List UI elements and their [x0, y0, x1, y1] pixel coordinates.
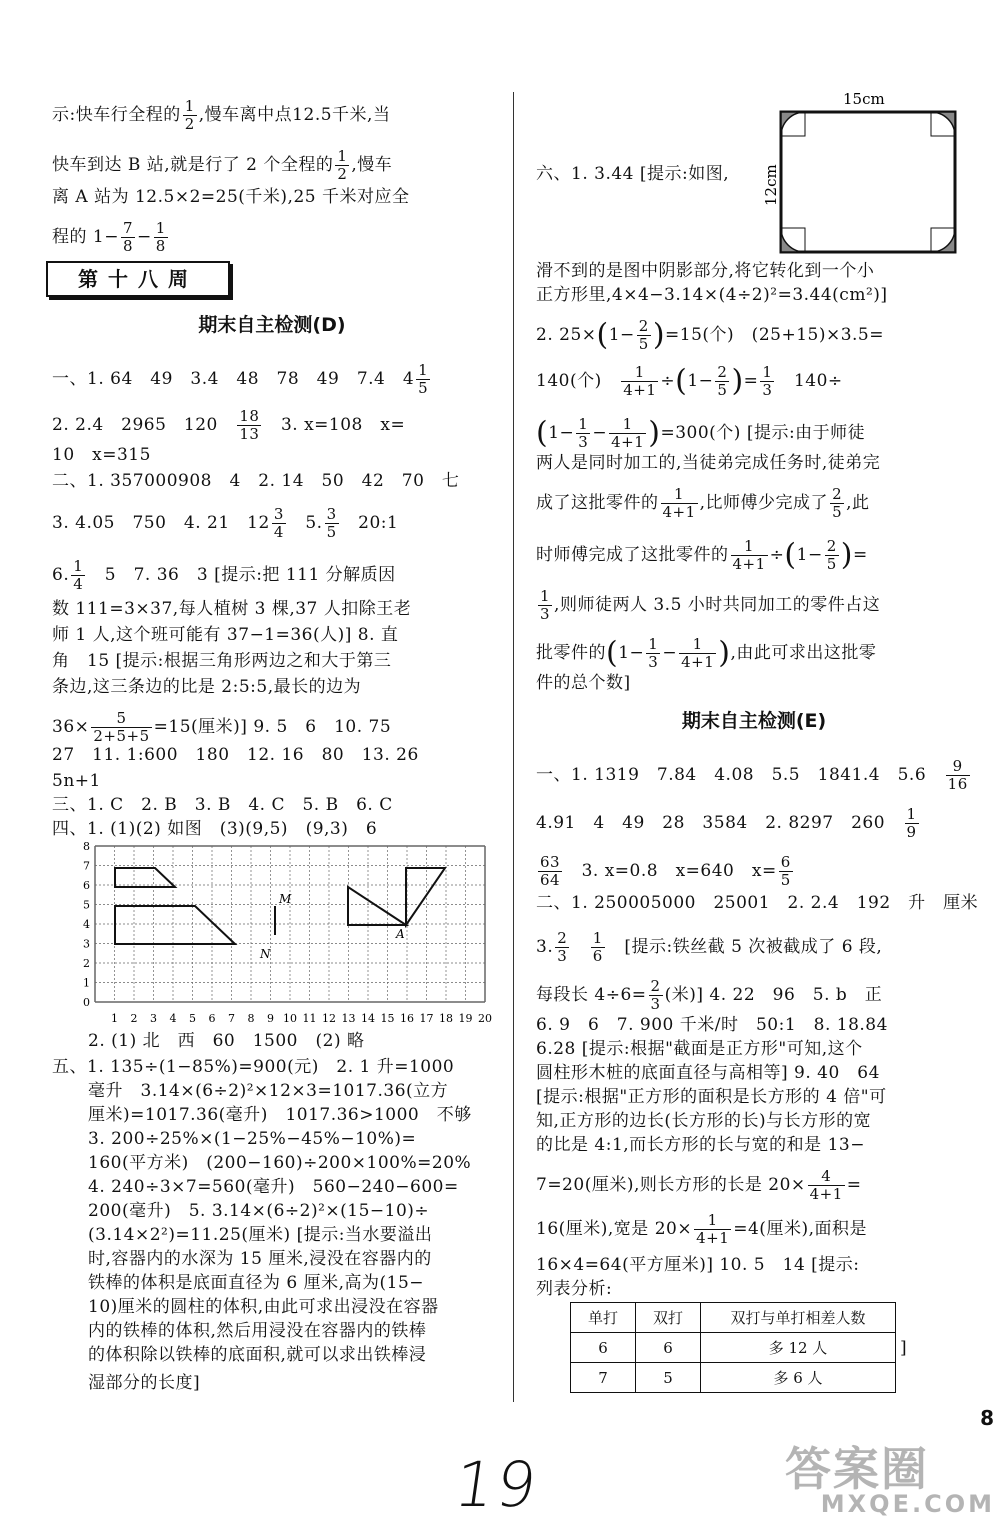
shaded-corners [781, 112, 955, 252]
fraction: $\frac{2}{5}$ [717, 363, 728, 399]
grid-y-label: 5 [83, 898, 90, 912]
grid-y-label: 1 [83, 976, 90, 990]
grid-x-label: 4 [169, 1012, 177, 1025]
grid-x-label: 1 [111, 1012, 118, 1025]
analysis-table [570, 1302, 896, 1393]
line: 36× $\frac{5}{2+5+5}$ =15(厘米)] 9. 5 6 10. 75 [52, 709, 392, 745]
line: 师 1 人,这个班可能有 37−1=36(人)] 8. 直 [52, 625, 399, 645]
grid-y-labels [83, 840, 90, 1009]
handwritten-number: 19 [449, 1448, 544, 1521]
fraction: $\frac{2}{5}$ [832, 485, 843, 521]
trapezoid-large [115, 906, 235, 944]
table-header: 双打与单打相差人数 [701, 1303, 896, 1333]
line: 知,正方形的边长(长方形的长)与长方形的宽 [536, 1111, 872, 1131]
label-a: A [396, 927, 405, 941]
line: 厘米)=1017.36(毫升) 1017.36>1000 不够 [88, 1105, 472, 1125]
line: 铁棒的体积是底面直径为 6 厘米,高为(15− [88, 1273, 425, 1293]
fraction: $\frac{1}{5}$ [418, 361, 429, 397]
grid-x-label: 5 [189, 1012, 196, 1025]
grid-x-label: 20 [478, 1012, 492, 1025]
grid-y-label: 4 [83, 918, 90, 931]
watermark-logo [785, 1442, 995, 1518]
grid-x-label: 7 [228, 1012, 235, 1025]
section-title-e: 期末自主检测(E) [681, 710, 827, 732]
line: 的比是 4:1,而长方形的长与宽的和是 13− [536, 1135, 865, 1155]
fraction: $\frac{1}{4+1}$ [662, 485, 696, 521]
line: 2. 25×(1− $\frac{2}{5}$ )=15(个) (25+15)×3.5= [536, 317, 884, 353]
fraction: $\frac{9}{16}$ [947, 757, 968, 793]
section-title-d: 期末自主检测(D) [198, 314, 346, 336]
grid-y-label: 6 [83, 879, 90, 892]
fraction: $\frac{3}{4}$ [273, 505, 284, 541]
line: 2. (1) 北 西 60 1500 (2) 略 [88, 1031, 365, 1051]
grid-y-label: 0 [83, 996, 90, 1009]
table-header-row [571, 1303, 896, 1333]
line: 时师傅完成了这批零件的 $\frac{1}{4+1}$ ÷(1− $\frac{2}{5}$ )= [536, 537, 868, 573]
line: 四、1. (1)(2) 如图 (3)(9,5) (9,3) 6 [52, 819, 378, 839]
closing-bracket: ] [900, 1338, 907, 1358]
table-row [571, 1363, 896, 1393]
line: $\frac{1}{3}$ ,则师徒两人 3.5 小时共同加工的零件占这 [540, 587, 881, 623]
grid-x-label: 19 [458, 1012, 473, 1025]
fraction: $\frac{18}{13}$ [239, 407, 260, 443]
line: 7=20(厘米),则长方形的长是 20× $\frac{4}{4+1}$ = [536, 1167, 862, 1203]
rectangle-figure [755, 86, 965, 261]
grid-lines [95, 846, 485, 1002]
table-header: 单打 [571, 1303, 636, 1333]
line: 二、1. 250005000 25001 2. 2.4 192 升 厘米 [536, 893, 979, 913]
line: 16(厘米),宽是 20× $\frac{1}{4+1}$ =4(厘米),面积是 [536, 1211, 867, 1247]
week-title-box: 第十八周 [46, 261, 230, 297]
corner-tl [781, 112, 805, 136]
grid-x-label: 10 [283, 1012, 297, 1025]
line: 成了这批零件的 $\frac{1}{4+1}$ ,比师傅少完成了 $\frac{2}{5}$ ,此 [536, 485, 870, 521]
line: 两人是同时加工的,当徒弟完成任务时,徒弟完 [536, 453, 881, 473]
corner-bl [781, 228, 805, 252]
grid-x-label: 16 [400, 1012, 414, 1025]
grid-y-label: 7 [83, 859, 90, 873]
fraction: $\frac{1}{4+1}$ [696, 1211, 730, 1247]
fraction: $\frac{6}{5}$ [780, 853, 791, 889]
line: 一、1. 1319 7.84 4.08 5.5 1841.4 5.6 $\frac{9}{16}$ [536, 757, 968, 793]
line: 10 x=315 [52, 445, 151, 465]
fraction: $\frac{1}{4}$ [73, 557, 84, 593]
line: 5n+1 [52, 771, 101, 791]
watermark-line1: 答案圈 [785, 1442, 929, 1496]
corner-br [931, 228, 955, 252]
line: $\frac{63}{64}$ 3. x=0.8 x=640 x= $\frac{6}{5}$ [540, 853, 791, 889]
line: 一、1. 64 49 3.4 48 78 49 7.4 4 $\frac{1}{5}$ [52, 361, 429, 397]
text: ,慢车离中点12.5千米,当 [198, 105, 391, 125]
fraction: $\frac{1}{8}$ [155, 219, 166, 255]
table-cell: 多 12 人 [701, 1333, 896, 1363]
table-cell: 5 [636, 1363, 701, 1393]
line: 圆柱形木桩的底面直径与高相等] 9. 40 64 [536, 1063, 880, 1083]
fraction: $\frac{7}{8}$ [122, 219, 134, 255]
grid-x-label: 3 [150, 1012, 157, 1025]
grid-x-label: 2 [130, 1012, 138, 1025]
line: 4.91 4 49 28 3584 2. 8297 260 $\frac{1}{9}$ [536, 805, 917, 841]
line: 滑不到的是图中阴影部分,将它转化到一个小 [536, 261, 875, 281]
fraction: $\frac{1}{3}$ [762, 363, 773, 399]
fraction: $\frac{1}{4+1}$ [623, 363, 657, 399]
label-n: N [260, 947, 271, 961]
fraction: $\frac{1}{4+1}$ [611, 415, 645, 451]
line: 湿部分的长度] [88, 1373, 201, 1393]
line: 毫升 3.14×(6÷2)²×12×3=1017.36(立方 [88, 1081, 449, 1101]
fraction: $\frac{3}{5}$ [326, 505, 337, 541]
table-cell: 6 [571, 1333, 636, 1363]
line: 6.28 [提示:根据"截面是正方形"可知,这个 [536, 1039, 863, 1059]
table-row [571, 1333, 896, 1363]
line: 200(毫升) 5. 3.14×(6÷2)²×(15−10)÷ [88, 1201, 430, 1221]
line: 6. 9 6 7. 900 千米/时 50:1 8. 18.84 [536, 1015, 888, 1035]
fraction: $\frac{1}{4+1}$ [681, 635, 715, 671]
line: 角 15 [提示:根据三角形两边之和大于第三 [52, 651, 392, 671]
watermark-line2: MXQE.COM [820, 1490, 995, 1518]
line: 快车到达 B 站,就是行了 2 个全程的 $\frac{1}{2}$ ,慢车 [52, 147, 393, 183]
fraction: $\frac{1}{2}$ [337, 147, 348, 183]
fraction: $\frac{1}{4+1}$ [732, 537, 766, 573]
line: 2. 2.4 2965 120 $\frac{18}{13}$ 3. x=108 x= [52, 407, 406, 443]
grid-y-label: 8 [83, 840, 90, 853]
fraction: $\frac{4}{4+1}$ [809, 1167, 843, 1203]
triangle-left [348, 887, 406, 925]
grid-x-label: 11 [302, 1012, 317, 1025]
grid-x-label: 18 [439, 1012, 453, 1025]
fraction: $\frac{1}{9}$ [906, 805, 917, 841]
line: 10)厘米的圆柱的体积,由此可求出浸没在容器 [88, 1297, 439, 1317]
line: 列表分析: [536, 1279, 613, 1299]
table-cell: 6 [636, 1333, 701, 1363]
triangle-right [406, 868, 445, 925]
line: 3. $\frac{2}{3}$ $\frac{1}{6}$ [提示:铁丝截 5 次被截成了 6 段, [536, 929, 883, 965]
fraction: $\frac{5}{2+5+5}$ [93, 709, 150, 745]
grid-y-label: 3 [83, 937, 90, 951]
fraction: $\frac{1}{6}$ [592, 929, 603, 965]
text: 示:快车行全程的 [52, 105, 181, 125]
line: 的体积除以铁棒的底面积,就可以求出铁棒浸 [88, 1345, 427, 1365]
line: 每段长 4÷6= $\frac{2}{3}$ (米)] 4. 22 96 5. b 正 [536, 977, 883, 1013]
line: 时,容器内的水深为 15 厘米,浸没在容器内的 [88, 1249, 432, 1269]
grid-x-label: 12 [322, 1012, 336, 1025]
line: 程的 1− $\frac{7}{8}$ − $\frac{1}{8}$ [52, 219, 166, 255]
coordinate-grid-figure [80, 840, 500, 1030]
fraction: $\frac{63}{64}$ [540, 853, 561, 889]
line: 160(平方米) (200−160)÷200×100%=20% [88, 1153, 472, 1173]
fraction: $\frac{1}{2}$ [184, 97, 195, 133]
corner-tr [931, 112, 955, 136]
line: 离 A 站为 12.5×2=25(千米),25 千米对应全 [52, 187, 410, 207]
page-number: 8 [980, 1406, 994, 1430]
line: (1− $\frac{1}{3}$ − $\frac{1}{4+1}$ )=300(个) [提示:由于师徒 [536, 415, 866, 451]
grid-x-label: 13 [341, 1012, 356, 1025]
grid-x-label: 6 [208, 1012, 216, 1025]
grid-x-label: 14 [361, 1012, 375, 1025]
line: 3. 4.05 750 4. 21 12 $\frac{3}{4}$ 5. $\frac{3}{5}$ 20:1 [52, 505, 399, 541]
line: 条边,这三条边的比是 2:5:5,最长的边为 [52, 677, 362, 697]
outer-rectangle [781, 112, 955, 252]
line: 16×4=64(平方厘米)] 10. 5 14 [提示: [536, 1255, 860, 1275]
line [52, 98, 390, 133]
fraction: $\frac{1}{3}$ [578, 415, 589, 451]
line: 六、1. 3.44 [提示:如图, [536, 164, 730, 184]
line: 二、1. 357000908 4 2. 14 50 42 70 七 [52, 471, 460, 491]
line: 6. $\frac{1}{4}$ 5 7. 36 3 [提示:把 111 分解质因 [52, 557, 396, 593]
grid-x-label: 9 [267, 1012, 274, 1025]
parallelogram-small [115, 868, 175, 887]
line: 批零件的(1− $\frac{1}{3}$ − $\frac{1}{4+1}$ ),由此可求出这批零 [536, 635, 877, 671]
width-label: 15cm [843, 90, 885, 108]
line: [提示:根据"正方形的面积是长方形的 4 倍"可 [536, 1087, 887, 1107]
line: 4. 240÷3×7=560(毫升) 560−240−600= [88, 1177, 459, 1197]
line: 内的铁棒的体积,然后用浸没在容器内的铁棒 [88, 1321, 427, 1341]
line: 27 11. 1:600 180 12. 16 80 13. 26 [52, 745, 419, 765]
fraction: $\frac{2}{5}$ [638, 317, 649, 353]
fraction: $\frac{1}{3}$ [648, 635, 659, 671]
line: 正方形里,4×4−3.14×(4÷2)²=3.44(cm²)] [536, 285, 888, 305]
label-m: M [279, 892, 292, 906]
line: 数 111=3×37,每人植树 3 棵,37 人扣除王老 [52, 599, 412, 619]
grid-x-label: 15 [380, 1012, 395, 1025]
line: (3.14×2²)=11.25(厘米) [提示:当水要溢出 [88, 1225, 433, 1245]
grid-y-label: 2 [83, 957, 90, 970]
table-cell: 7 [571, 1363, 636, 1393]
line: 件的总个数] [536, 673, 631, 693]
fraction: $\frac{2}{3}$ [557, 929, 568, 965]
table-cell: 多 6 人 [701, 1363, 896, 1393]
line: 五、1. 135÷(1−85%)=900(元) 2. 1 升=1000 [52, 1057, 455, 1077]
column-divider [513, 92, 514, 1402]
grid-x-label: 8 [247, 1012, 255, 1025]
line: 140(个) $\frac{1}{4+1}$ ÷(1− $\frac{2}{5}$ )= $\frac{1}{3}$ 140÷ [536, 363, 843, 399]
table-header: 双打 [636, 1303, 701, 1333]
line: 三、1. C 2. B 3. B 4. C 5. B 6. C [52, 795, 393, 815]
grid-x-label: 17 [419, 1012, 434, 1025]
fraction: $\frac{2}{3}$ [650, 977, 661, 1013]
grid-x-labels [111, 1012, 492, 1025]
fraction: $\frac{2}{5}$ [826, 537, 837, 573]
fraction: $\frac{1}{3}$ [540, 587, 551, 623]
line: 3. 200÷25%×(1−25%−45%−10%)= [88, 1129, 417, 1149]
height-label: 12cm [762, 164, 780, 206]
